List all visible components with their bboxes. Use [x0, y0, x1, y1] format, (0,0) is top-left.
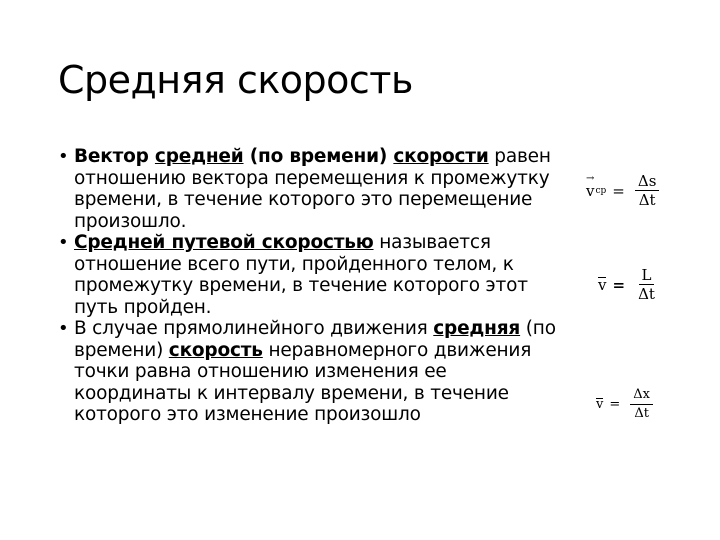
bullet-text-run: средняя	[433, 318, 521, 339]
formula-fraction	[635, 172, 660, 209]
bullet-text	[74, 318, 556, 425]
formula-fraction	[635, 266, 658, 303]
mean-bar-icon	[598, 277, 606, 278]
formula-equals: =	[612, 275, 626, 294]
vector-arrow-icon: →	[586, 172, 595, 184]
bullet-text-run: средней	[154, 146, 244, 167]
formula-equals: =	[609, 397, 621, 412]
formula-variable: v	[596, 397, 604, 412]
slide-title: Средняя скорость	[58, 58, 413, 102]
formula-rectilinear-velocity	[596, 386, 653, 423]
formula-equals: =	[612, 181, 625, 200]
mean-bar-icon	[596, 398, 603, 399]
numerator-text: Δs	[637, 172, 657, 190]
formula-denominator: Δt	[638, 191, 656, 209]
bullet-item	[58, 318, 558, 426]
bullet-text-run: скорость	[168, 339, 263, 361]
formula-numerator: L	[639, 266, 655, 285]
bullet-list	[58, 146, 558, 426]
formula-path-speed	[598, 266, 658, 303]
formula-subscript: ср	[595, 185, 607, 196]
bullet-text-run: равен отношению вектора перемещения к промежутку времени, в течение которого это перемещение произошло.	[74, 146, 551, 232]
formula-lhs	[598, 276, 606, 294]
bullet-text-run: Вектор	[74, 146, 155, 167]
formula-lhs	[596, 397, 603, 412]
formula-numerator: Δx	[630, 386, 653, 405]
bullet-marker: •	[58, 232, 69, 253]
formula-variable: v	[598, 275, 607, 294]
bullet-text	[74, 232, 528, 318]
bullet-text-run: неравномерного движения точки равна отношению изменения ее координаты к интервалу времени, в течение которого это изменение произошло	[74, 339, 532, 425]
bullet-marker: •	[58, 146, 69, 167]
bullet-text-run: скорости	[393, 146, 489, 167]
formula-fraction	[630, 386, 653, 423]
bullet-item	[58, 232, 558, 318]
formula-denominator: Δt	[634, 406, 649, 421]
formula-numerator	[635, 172, 660, 191]
formula-variable: v	[586, 181, 595, 200]
bullet-text-run: называется отношение всего пути, пройденного телом, к промежутку времени, в течение которого этот путь пройден.	[74, 232, 528, 318]
bullet-text-run: (по времени)	[74, 318, 556, 361]
bullet-text-run: (по времени)	[243, 146, 394, 167]
bullet-text-run: Средней путевой скоростью	[74, 232, 374, 253]
bullet-marker: •	[58, 318, 69, 339]
bullet-text	[74, 146, 551, 232]
formula-denominator: Δt	[638, 285, 655, 303]
bullet-item	[58, 146, 558, 232]
bullet-text-run: В случае прямолинейного движения	[74, 318, 434, 339]
formula-lhs	[586, 172, 595, 200]
formula-average-velocity-vector	[586, 172, 659, 209]
